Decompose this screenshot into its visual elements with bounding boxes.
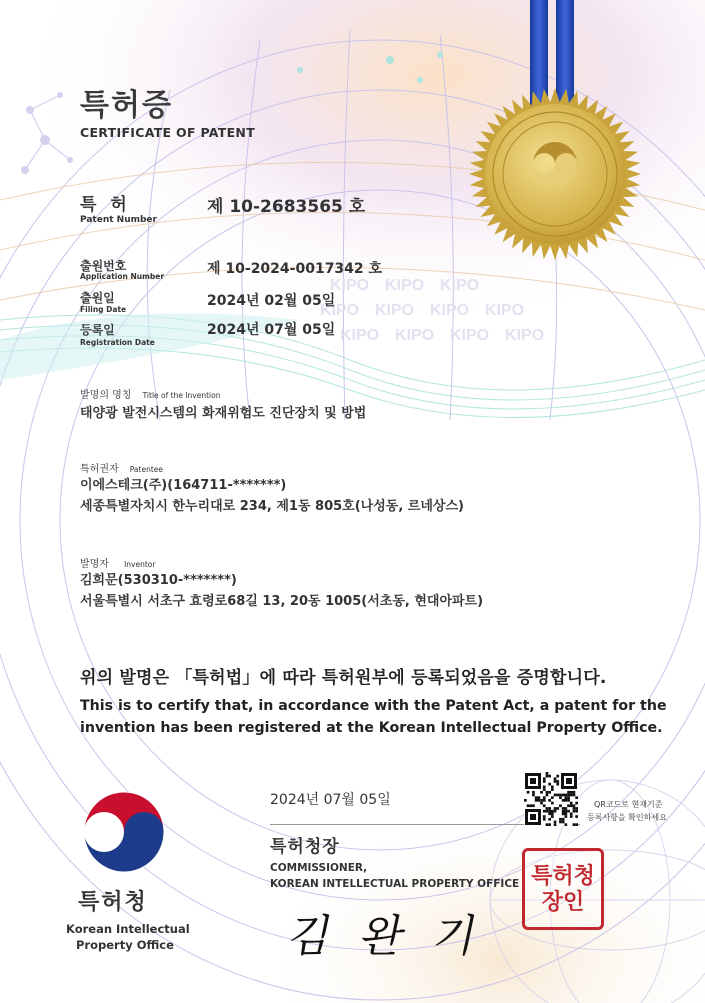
- qr-module: [548, 823, 551, 826]
- qr-module: [538, 796, 541, 799]
- qr-module: [532, 794, 535, 797]
- qr-module: [556, 775, 559, 778]
- qr-module: [570, 804, 573, 807]
- qr-module: [546, 823, 549, 826]
- qr-module: [570, 791, 573, 794]
- page-title: 특허증: [80, 88, 173, 123]
- qr-module: [546, 810, 549, 813]
- qr-module: [565, 799, 568, 802]
- qr-module: [556, 783, 559, 786]
- qr-module: [570, 813, 573, 816]
- watermark-row-1b: KIPO: [385, 277, 425, 294]
- qr-module: [554, 777, 557, 780]
- issue-date: 2024년 07월 05일: [270, 792, 391, 808]
- qr-module: [546, 775, 549, 778]
- qr-module: [524, 799, 527, 802]
- qr-module: [556, 807, 559, 810]
- qr-module: [538, 799, 541, 802]
- qr-module: [570, 815, 573, 818]
- qr-module: [565, 796, 568, 799]
- qr-module: [567, 794, 570, 797]
- watermark-row-1c: KIPO: [440, 277, 480, 294]
- watermark-row-2: KIPO: [320, 302, 360, 319]
- qr-module: [554, 823, 557, 826]
- certification-text-en: [80, 695, 667, 739]
- qr-module: [565, 810, 568, 813]
- qr-module: [548, 813, 551, 816]
- qr-module: [540, 799, 543, 802]
- qr-module: [565, 794, 568, 797]
- inventor-label: 발명자: [80, 559, 109, 570]
- qr-module: [532, 791, 535, 794]
- qr-module: [575, 815, 578, 818]
- qr-module: [548, 818, 551, 821]
- patent-number-label: 특 허: [80, 195, 131, 215]
- qr-module: [548, 807, 551, 810]
- qr-module: [556, 780, 559, 783]
- office-name-en-line2: Property Office: [76, 938, 174, 952]
- qr-module: [548, 783, 551, 786]
- filing-date-label-en: Filing Date: [80, 305, 127, 314]
- qr-module: [567, 791, 570, 794]
- application-number-label: 출원번호: [80, 259, 127, 273]
- qr-module: [548, 791, 551, 794]
- qr-module: [573, 794, 576, 797]
- invention-label-group: [80, 383, 220, 402]
- patentee-name: 이에스테크(주)(164711-*******): [80, 478, 287, 493]
- qr-module: [529, 804, 532, 807]
- qr-module: [562, 818, 565, 821]
- qr-module: [543, 777, 546, 780]
- qr-module: [551, 786, 554, 789]
- qr-module: [573, 791, 576, 794]
- qr-module: [543, 788, 546, 791]
- commissioner-title-en-line1: COMMISSIONER,: [270, 862, 368, 874]
- qr-module: [562, 813, 565, 816]
- qr-module: [565, 815, 568, 818]
- qr-module: [546, 772, 549, 775]
- qr-module: [548, 799, 551, 802]
- qr-module: [540, 791, 543, 794]
- patentee-address: 세종특별자치시 한누리대로 234, 제1동 805호(나성동, 르네상스): [80, 499, 464, 514]
- qr-module: [573, 823, 576, 826]
- qr-module: [527, 791, 530, 794]
- qr-module: [575, 807, 578, 810]
- qr-module: [554, 821, 557, 824]
- qr-module: [551, 810, 554, 813]
- watermark-row-3c: KIPO: [450, 327, 490, 344]
- qr-note-line1: QR코드로 현재기준: [594, 800, 663, 809]
- qr-module: [559, 821, 562, 824]
- qr-module: [562, 807, 565, 810]
- qr-module: [562, 794, 565, 797]
- qr-module: [554, 794, 557, 797]
- registration-date-label-en: Registration Date: [80, 338, 155, 347]
- qr-module: [562, 799, 565, 802]
- application-number-value: 제 10-2024-0017342 호: [207, 261, 383, 277]
- qr-module: [535, 796, 538, 799]
- commissioner-title: 특허청장: [270, 837, 340, 857]
- qr-module: [535, 799, 538, 802]
- qr-module: [551, 788, 554, 791]
- qr-module: [575, 810, 578, 813]
- invention-label-en: Title of the Invention: [142, 391, 221, 400]
- qr-module: [551, 815, 554, 818]
- qr-module: [554, 810, 557, 813]
- office-name-ko: 특허청: [78, 890, 148, 915]
- qr-module: [575, 796, 578, 799]
- qr-module: [543, 780, 546, 783]
- qr-module: [551, 796, 554, 799]
- qr-module: [554, 807, 557, 810]
- watermark-row-1: KIPO: [330, 277, 370, 294]
- qr-module: [527, 804, 530, 807]
- inventor-name: 김희문(530310-*******): [80, 573, 237, 588]
- qr-module: [570, 802, 573, 805]
- qr-module: [543, 815, 546, 818]
- filing-date-label: 출원일: [80, 291, 115, 305]
- certification-text-ko: 위의 발명은 「특허법」에 따라 특허원부에 등록되었음을 증명합니다.: [80, 668, 607, 688]
- qr-module: [548, 775, 551, 778]
- qr-module: [573, 804, 576, 807]
- qr-module: [543, 810, 546, 813]
- kipo-logo-icon: [82, 790, 166, 874]
- invention-label: 발명의 명칭: [80, 390, 132, 401]
- qr-module: [559, 796, 562, 799]
- watermark-row-3b: KIPO: [395, 327, 435, 344]
- watermark-row-3: KIPO: [340, 327, 380, 344]
- commissioner-title-en-line2: KOREAN INTELLECTUAL PROPERTY OFFICE: [270, 878, 520, 890]
- registration-date-value: 2024년 07월 05일: [207, 322, 336, 338]
- patentee-label: 특허권자: [80, 464, 119, 475]
- qr-module: [546, 791, 549, 794]
- inventor-address: 서울특별시 서초구 효령로68길 13, 20동 1005(서초동, 현대아파트): [80, 594, 484, 609]
- qr-module: [543, 786, 546, 789]
- qr-module: [575, 823, 578, 826]
- qr-module: [565, 823, 568, 826]
- qr-note-line2: 등록사항을 확인하세요: [587, 813, 667, 822]
- qr-module: [573, 810, 576, 813]
- official-stamp: [522, 848, 604, 930]
- qr-module: [540, 802, 543, 805]
- qr-module: [559, 804, 562, 807]
- qr-module: [562, 810, 565, 813]
- patent-number-label-en: Patent Number: [80, 215, 157, 225]
- qr-module: [562, 821, 565, 824]
- certification-text-en-line1: This is to certify that, in accordance with the Patent Act, a patent for the: [80, 698, 667, 714]
- registration-date-label: 등록일: [80, 323, 115, 337]
- qr-module: [559, 818, 562, 821]
- watermark-row-3d: KIPO: [505, 327, 545, 344]
- qr-module: [575, 802, 578, 805]
- qr-module: [551, 813, 554, 816]
- qr-module: [559, 794, 562, 797]
- qr-module: [546, 807, 549, 810]
- commissioner-signature: 김 완 기: [283, 911, 490, 962]
- qr-module: [543, 799, 546, 802]
- patentee-label-en: Patentee: [129, 465, 163, 474]
- qr-module: [551, 802, 554, 805]
- qr-code[interactable]: [524, 772, 578, 826]
- qr-module: [567, 796, 570, 799]
- application-number-label-en: Application Number: [80, 272, 165, 281]
- inventor-label-en: Inventor: [124, 560, 156, 569]
- official-stamp-text: 특허청장인: [531, 863, 595, 915]
- qr-module: [548, 810, 551, 813]
- filing-date-value: 2024년 02월 05일: [207, 293, 336, 309]
- qr-module: [554, 780, 557, 783]
- gold-seal: [466, 85, 644, 263]
- invention-title: 태양광 발전시스템의 화재위험도 진단장치 및 방법: [80, 406, 367, 421]
- watermark-row-2c: KIPO: [430, 302, 470, 319]
- certification-text-en-line2: invention has been registered at the Korean Intellectual Property Office.: [80, 720, 663, 736]
- qr-module: [565, 807, 568, 810]
- page-subtitle: CERTIFICATE OF PATENT: [80, 125, 256, 140]
- qr-module: [567, 804, 570, 807]
- qr-module: [532, 804, 535, 807]
- qr-module: [565, 813, 568, 816]
- qr-module: [567, 810, 570, 813]
- qr-module: [546, 794, 549, 797]
- watermark-row-2d: KIPO: [485, 302, 525, 319]
- office-name-en-line1: Korean Intellectual: [66, 922, 190, 936]
- watermark-row-2b: KIPO: [375, 302, 415, 319]
- qr-module: [567, 799, 570, 802]
- qr-module: [543, 796, 546, 799]
- qr-module: [570, 794, 573, 797]
- qr-module: [573, 807, 576, 810]
- qr-module: [543, 818, 546, 821]
- patent-number-value: 제 10-2683565 호: [207, 197, 366, 217]
- qr-module: [556, 794, 559, 797]
- qr-module: [543, 804, 546, 807]
